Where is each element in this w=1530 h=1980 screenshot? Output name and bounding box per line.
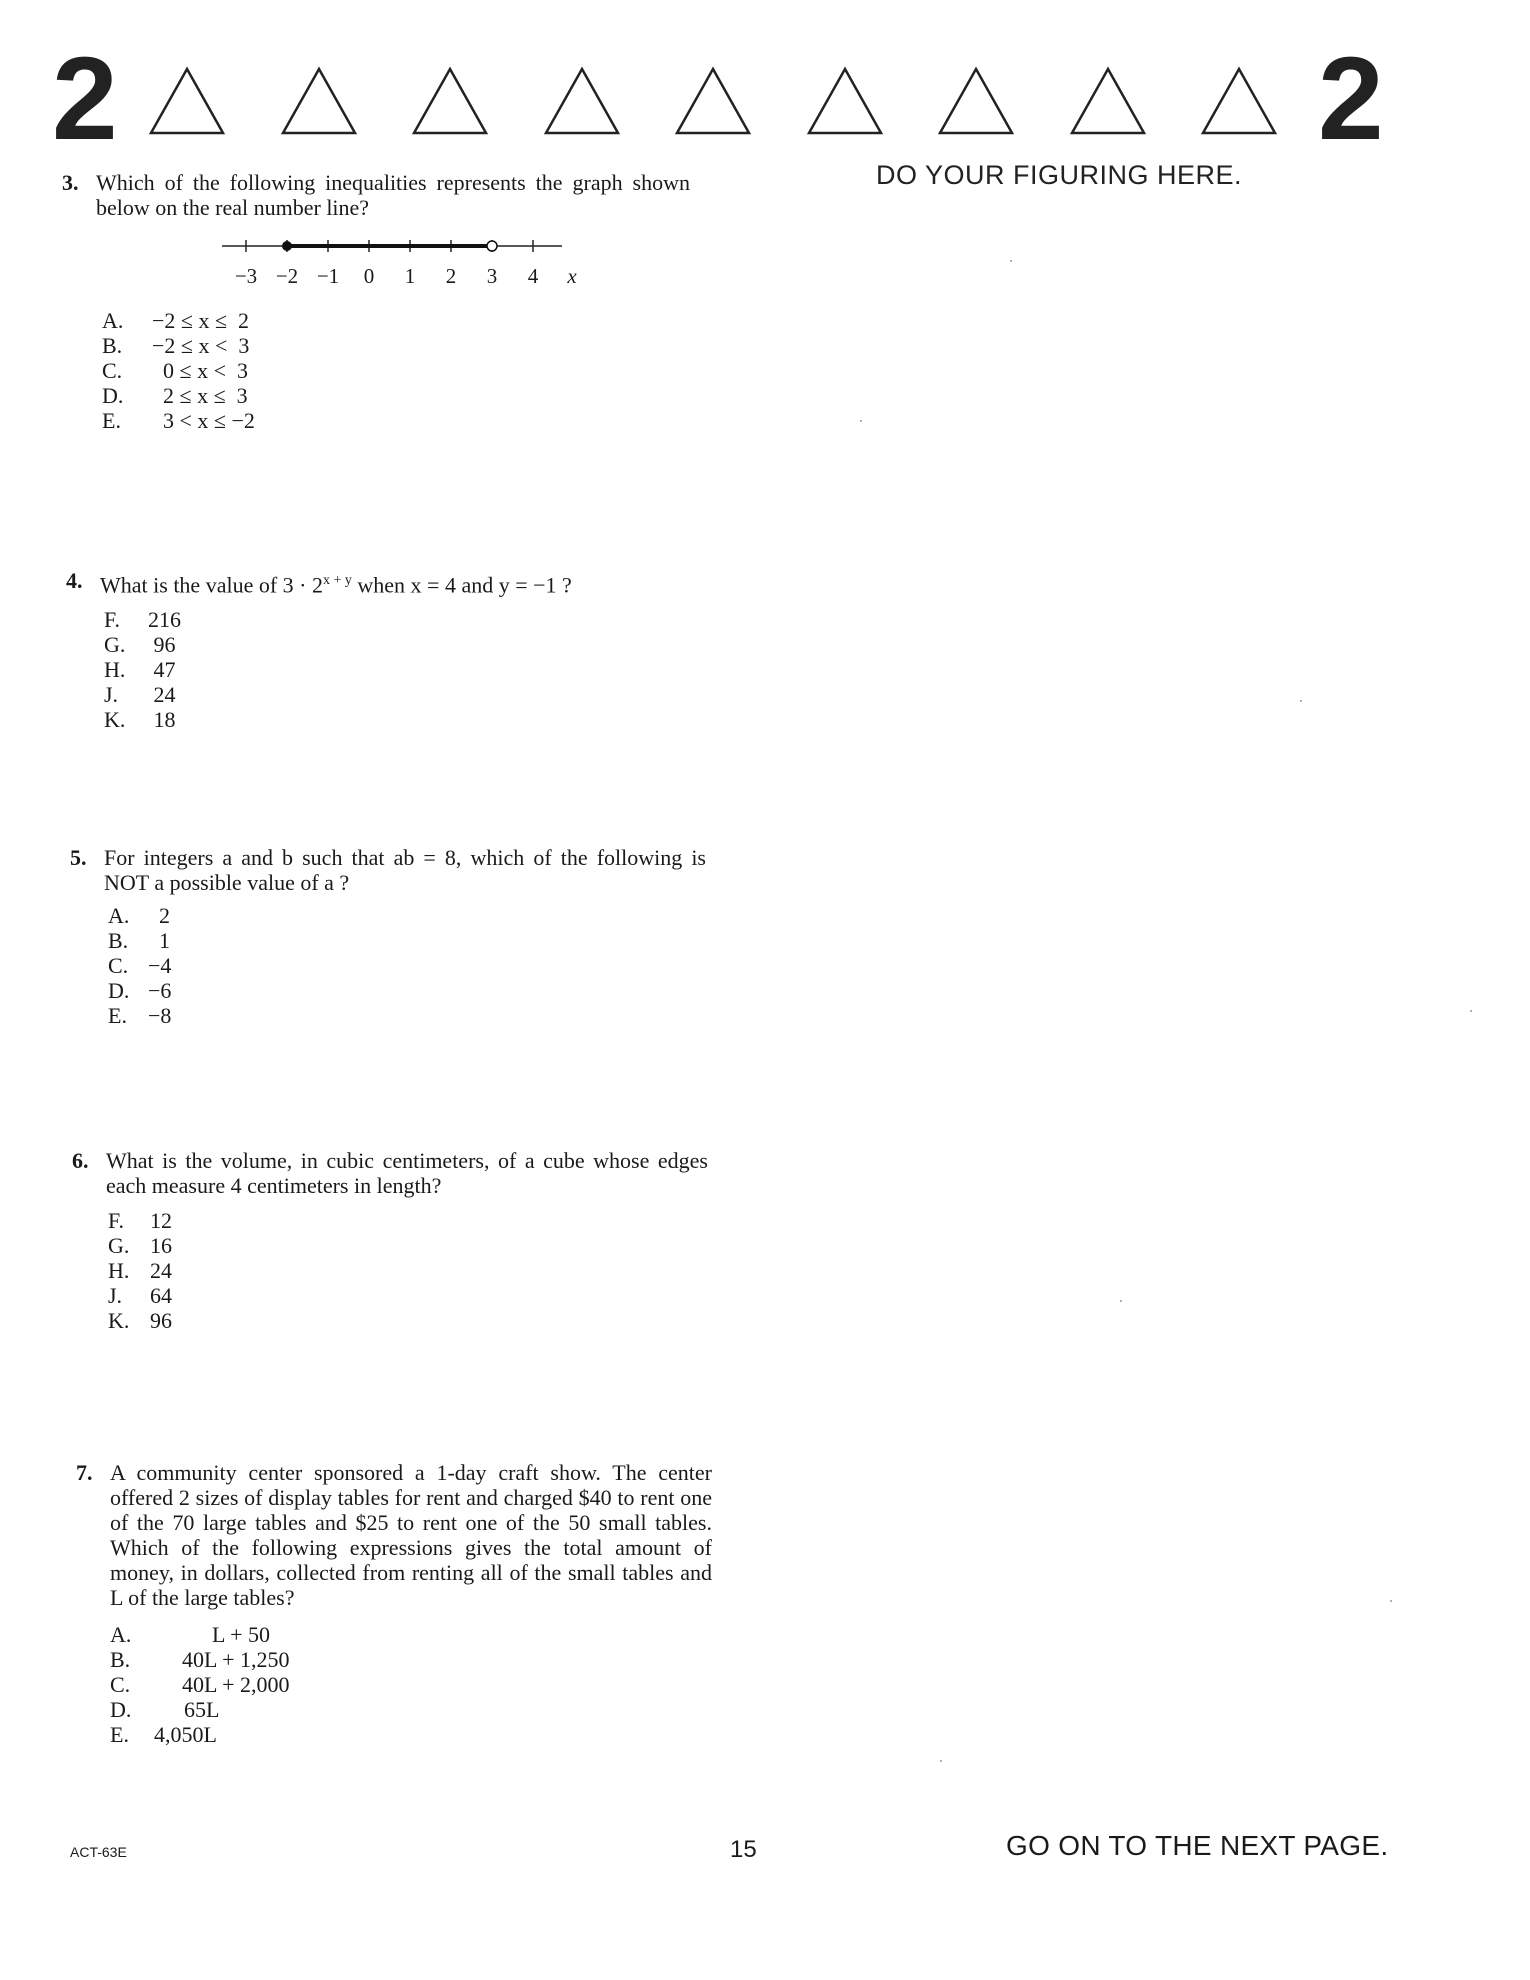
number-line-graph bbox=[222, 236, 602, 266]
answer-option[interactable]: B. 1 bbox=[108, 928, 170, 953]
triangle-outline-icon bbox=[1069, 66, 1147, 136]
page-number: 15 bbox=[730, 1836, 757, 1863]
triangle-outline-icon bbox=[411, 66, 489, 136]
section-number-right: 2 bbox=[1318, 33, 1384, 165]
answer-option[interactable]: B. 40L + 1,250 bbox=[110, 1647, 290, 1672]
number-line-label: 1 bbox=[404, 264, 416, 288]
open-endpoint bbox=[487, 241, 497, 251]
scan-speck bbox=[1300, 700, 1302, 702]
answer-option[interactable]: F. 12 bbox=[108, 1208, 172, 1233]
answer-options bbox=[104, 607, 706, 732]
question-6 bbox=[72, 1148, 708, 1333]
answer-option[interactable]: D. −6 bbox=[108, 978, 172, 1003]
number-line-label: 2 bbox=[445, 264, 457, 288]
answer-option[interactable]: C. −4 bbox=[108, 953, 172, 978]
triangle-outline-icon bbox=[674, 66, 752, 136]
answer-option[interactable]: E. 4,050L bbox=[110, 1722, 217, 1747]
number-line-label: −1 bbox=[316, 264, 340, 288]
answer-option[interactable]: D. 65L bbox=[110, 1697, 220, 1722]
number-line-label: −2 bbox=[275, 264, 299, 288]
question-number: 3. bbox=[62, 170, 79, 195]
question-3 bbox=[62, 170, 690, 433]
answer-option[interactable]: A. −2 ≤ x ≤ 2 bbox=[102, 308, 250, 333]
question-number: 6. bbox=[72, 1148, 89, 1173]
answer-options bbox=[110, 1622, 712, 1747]
answer-option[interactable]: H. 24 bbox=[108, 1258, 172, 1283]
answer-option[interactable]: F. 216 bbox=[104, 607, 181, 633]
scan-speck bbox=[940, 1760, 942, 1762]
triangle-outline-icon bbox=[1200, 66, 1278, 136]
question-stem: For integers a and b such that ab = 8, which of the following is NOT a possible value of a ? bbox=[104, 845, 706, 895]
answer-option[interactable]: H. 47 bbox=[104, 657, 176, 683]
triangle-outline-icon bbox=[280, 66, 358, 136]
scan-speck bbox=[1010, 260, 1012, 262]
answer-options bbox=[102, 308, 690, 433]
answer-option[interactable]: C. 0 ≤ x < 3 bbox=[102, 358, 248, 383]
figuring-label: DO YOUR FIGURING HERE. bbox=[876, 160, 1243, 190]
answer-option[interactable]: K. 18 bbox=[104, 707, 176, 733]
scan-speck bbox=[1470, 1010, 1472, 1012]
question-4 bbox=[66, 568, 706, 732]
answer-option[interactable]: E. 3 < x ≤ −2 bbox=[102, 408, 255, 433]
answer-option[interactable]: K. 96 bbox=[108, 1308, 172, 1333]
answer-option[interactable]: A. 2 bbox=[108, 903, 170, 928]
continue-text: GO ON TO THE NEXT PAGE. bbox=[1006, 1830, 1389, 1861]
scan-speck bbox=[1390, 1600, 1392, 1602]
question-7 bbox=[76, 1460, 712, 1747]
answer-option[interactable]: J. 64 bbox=[108, 1283, 172, 1308]
number-line bbox=[222, 236, 602, 296]
question-stem: What is the value of $3 \cdot 2^{x + y}$ when x = 4 and y = −1 ? bbox=[100, 572, 572, 598]
number-line-label: 3 bbox=[486, 264, 498, 288]
answer-option[interactable]: E. −8 bbox=[108, 1003, 172, 1028]
closed-endpoint bbox=[282, 241, 292, 251]
number-line-variable: x bbox=[567, 264, 577, 288]
triangle-row bbox=[148, 66, 1288, 140]
section-number-left: 2 bbox=[52, 33, 118, 165]
triangle-outline-icon bbox=[806, 66, 884, 136]
question-number: 7. bbox=[76, 1460, 93, 1485]
number-line-label: 0 bbox=[363, 264, 375, 288]
number-line-label: −3 bbox=[234, 264, 258, 288]
answer-option[interactable]: D. 2 ≤ x ≤ 3 bbox=[102, 383, 248, 408]
triangle-outline-icon bbox=[148, 66, 226, 136]
question-number: 5. bbox=[70, 845, 87, 870]
answer-option[interactable]: G. 16 bbox=[108, 1233, 172, 1258]
question-stem: Which of the following inequalities represents the graph shown below on the real number line? bbox=[96, 170, 690, 220]
question-stem: A community center sponsored a 1-day craft show. The center offered 2 sizes of display tables for rent and charged $40 to rent one of the 70 large tables and $25 to rent one of the 50 small tables. Which of the following expressions gives the total amount of money, in dollars, collected from renting all of the small tables and L of the large tables? bbox=[110, 1460, 712, 1610]
answer-option[interactable]: A. L + 50 bbox=[110, 1622, 271, 1647]
question-number: 4. bbox=[66, 568, 83, 593]
question-stem: What is the volume, in cubic centimeters, of a cube whose edges each measure 4 centimeters in length? bbox=[106, 1148, 708, 1198]
question-5 bbox=[70, 845, 706, 1028]
answer-option[interactable]: J. 24 bbox=[104, 682, 176, 708]
answer-option[interactable]: C. 40L + 2,000 bbox=[110, 1672, 290, 1697]
triangle-outline-icon bbox=[543, 66, 621, 136]
answer-options bbox=[108, 903, 706, 1028]
answer-option[interactable]: G. 96 bbox=[104, 632, 176, 658]
answer-options bbox=[108, 1208, 708, 1333]
number-line-label: 4 bbox=[527, 264, 539, 288]
triangle-outline-icon bbox=[937, 66, 1015, 136]
scan-speck bbox=[1120, 1300, 1122, 1302]
scan-speck bbox=[860, 420, 862, 422]
form-code: ACT-63E bbox=[70, 1844, 127, 1860]
answer-option[interactable]: B. −2 ≤ x < 3 bbox=[102, 333, 250, 358]
